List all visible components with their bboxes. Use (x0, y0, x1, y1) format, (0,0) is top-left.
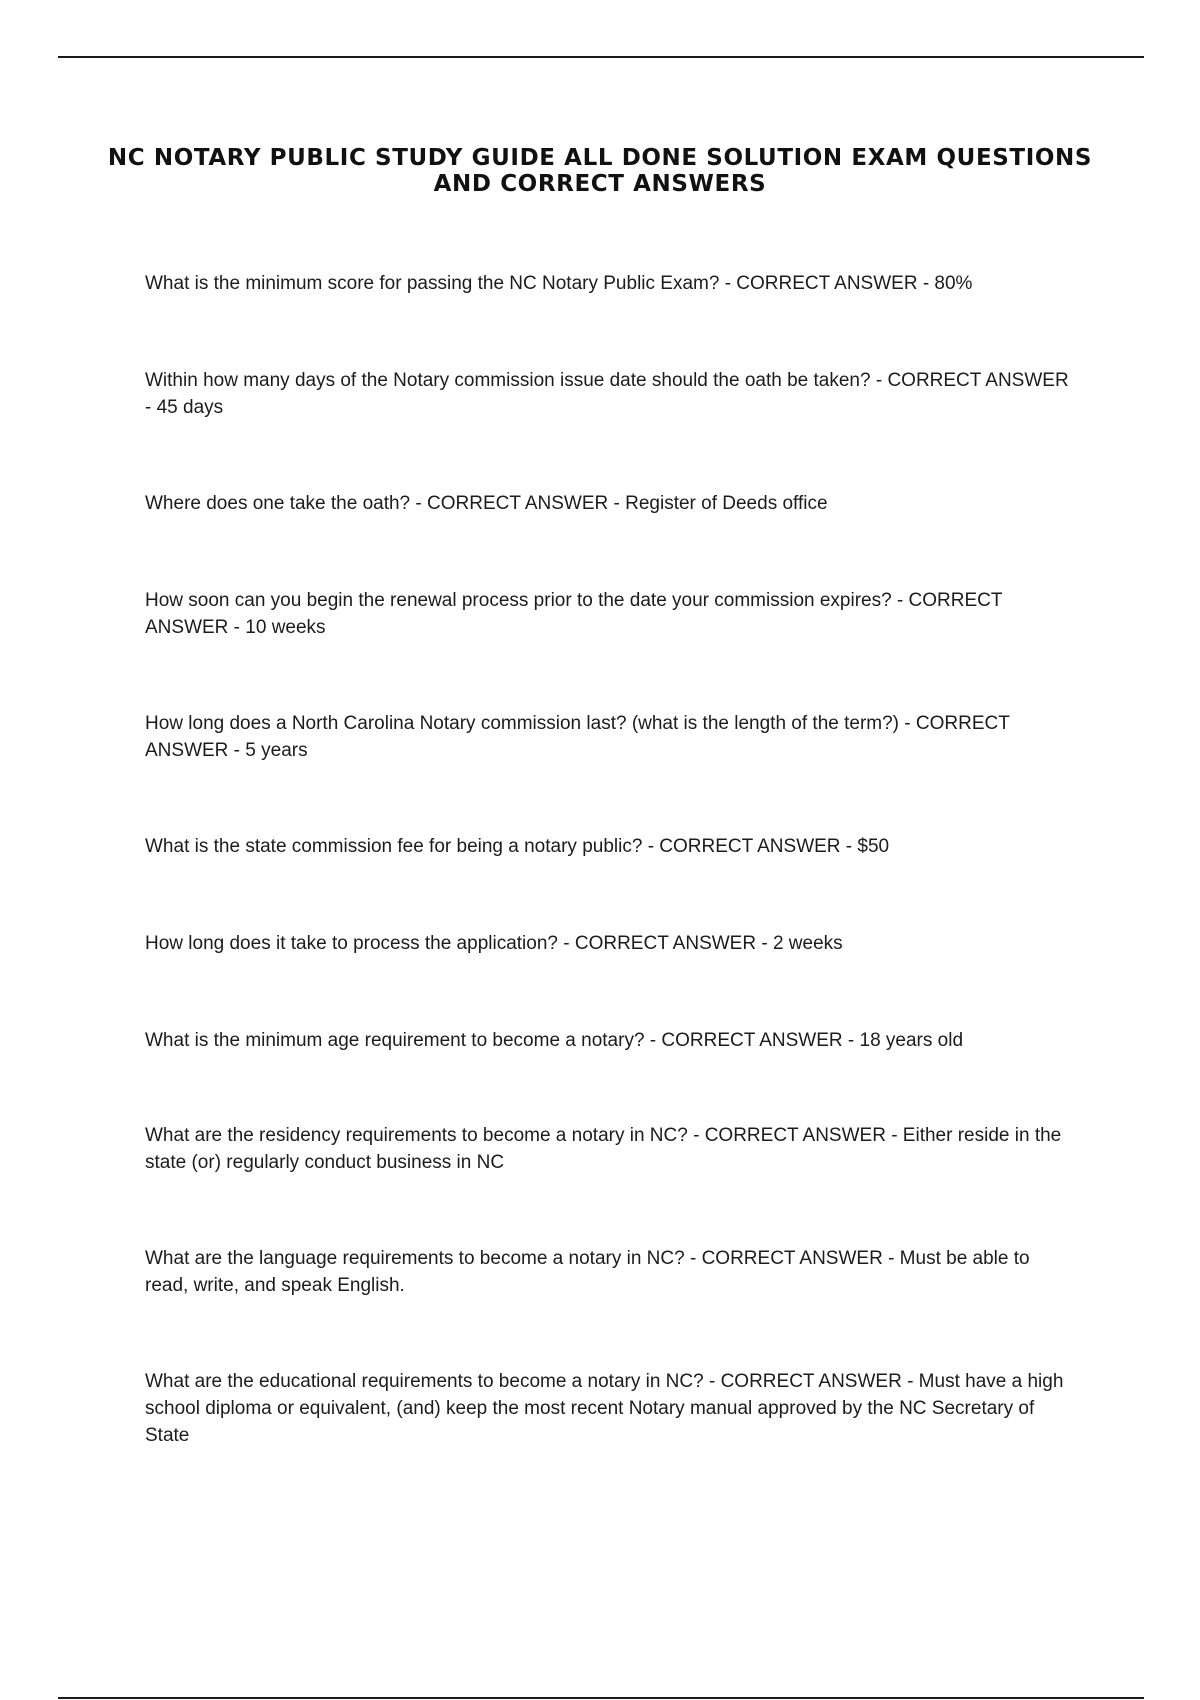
document-title: NC NOTARY PUBLIC STUDY GUIDE ALL DONE SOLUTION EXAM QUESTIONS AND CORRECT ANSWERS (107, 145, 1093, 197)
qa-item-10: What are the language requirements to become a notary in NC? - CORRECT ANSWER - Must be able to read, write, and speak English. (145, 1248, 1030, 1296)
qa-item-4: How soon can you begin the renewal process prior to the date your commission expires? - CORRECT ANSWER - 10 weeks (145, 590, 1003, 638)
bottom-rule (58, 1697, 1144, 1699)
qa-item-8: What is the minimum age requirement to become a notary? - CORRECT ANSWER - 18 years old (145, 1030, 964, 1051)
qa-item-11: What are the educational requirements to become a notary in NC? - CORRECT ANSWER - Must have a high school diploma or equivalent, (and) keep the most recent Notary manual approved by the NC Secretary of State (145, 1371, 1064, 1446)
qa-item-9: What are the residency requirements to become a notary in NC? - CORRECT ANSWER - Either reside in the state (or) regularly conduct business in NC (145, 1125, 1062, 1173)
qa-item-7: How long does it take to process the application? - CORRECT ANSWER - 2 weeks (145, 933, 843, 954)
qa-item-3: Where does one take the oath? - CORRECT ANSWER - Register of Deeds office (145, 493, 828, 514)
qa-item-5: How long does a North Carolina Notary commission last? (what is the length of the term?) - CORRECT ANSWER - 5 years (145, 713, 1010, 761)
qa-item-2: Within how many days of the Notary commission issue date should the oath be taken? - CORRECT ANSWER - 45 days (145, 370, 1069, 418)
qa-item-6: What is the state commission fee for being a notary public? - CORRECT ANSWER - $50 (145, 836, 890, 857)
qa-item-1: What is the minimum score for passing the NC Notary Public Exam? - CORRECT ANSWER - 80% (145, 273, 973, 294)
